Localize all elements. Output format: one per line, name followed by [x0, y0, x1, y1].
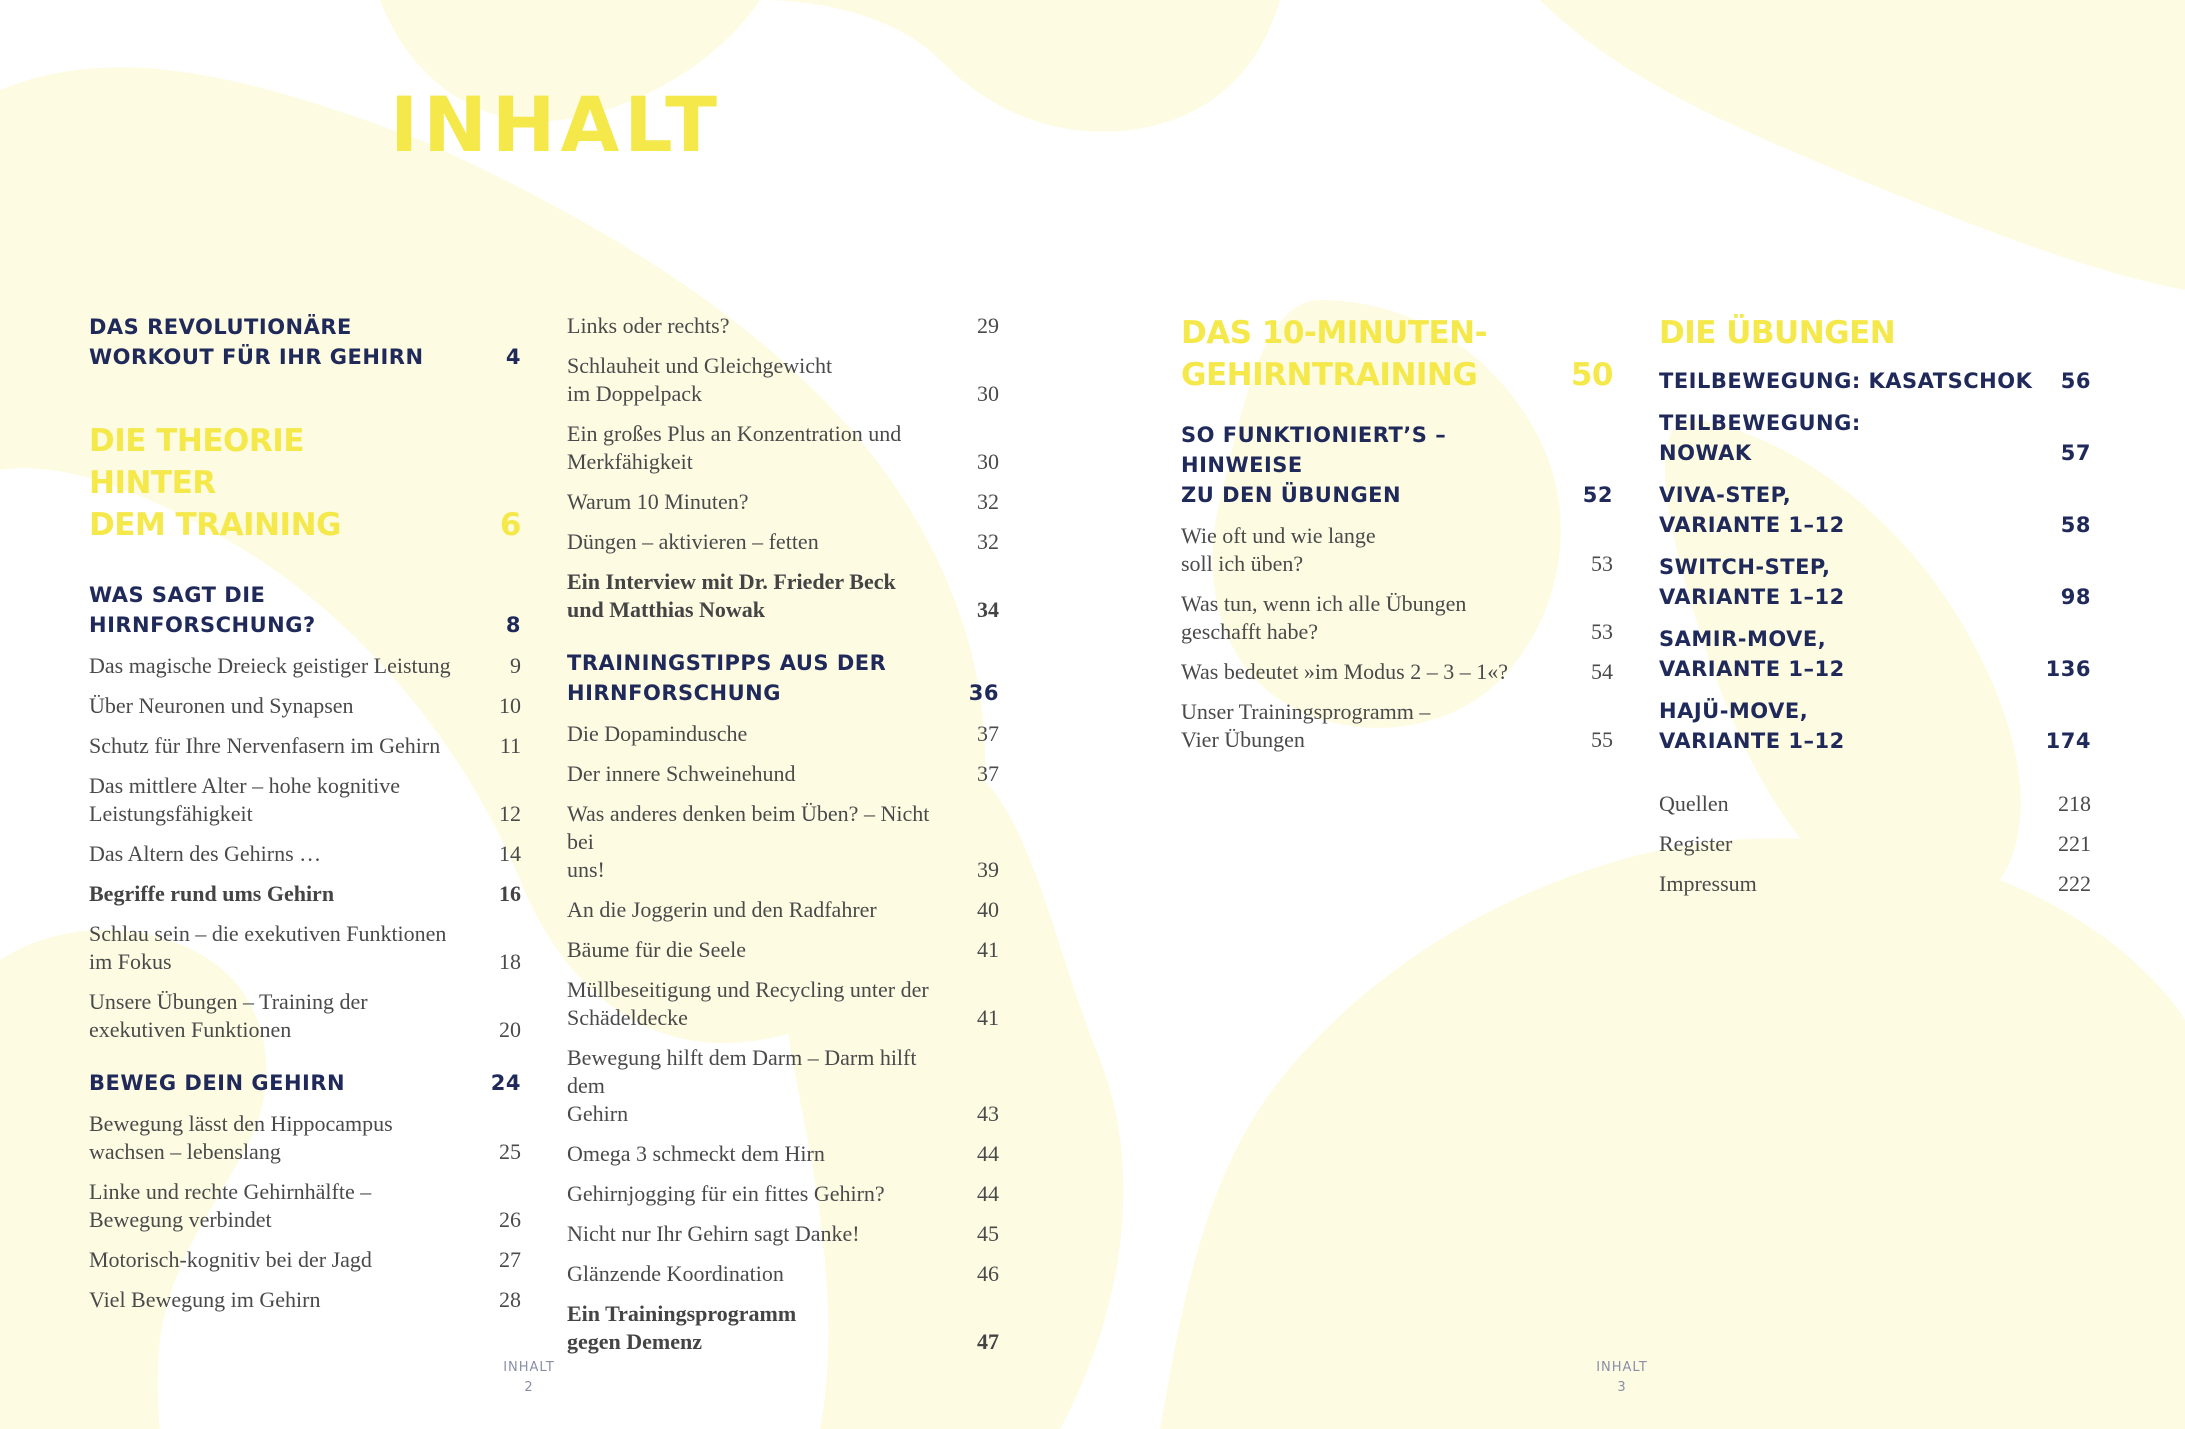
toc-entry-label: Viel Bewegung im Gehirn	[89, 1287, 321, 1312]
toc-entry-page: 18	[499, 949, 521, 974]
toc-entry[interactable]	[1181, 590, 1613, 646]
toc-entry[interactable]	[567, 1220, 999, 1248]
toc-entry-page: 25	[499, 1139, 521, 1164]
toc-entry-page: 52	[1582, 483, 1613, 507]
toc-entry-page: 14	[499, 841, 521, 866]
footer-label: INHALT	[1596, 1360, 1648, 1375]
toc-entry[interactable]	[89, 692, 521, 720]
toc-entry-page: 28	[499, 1287, 521, 1312]
toc-entry[interactable]	[1659, 696, 2091, 756]
toc-entry-label: Bewegung lässt den Hippocampus wachsen – lebenslang	[89, 1111, 393, 1164]
toc-entry-label: Register	[1659, 831, 1733, 856]
toc-entry[interactable]	[1659, 870, 2091, 898]
toc-entry-label: Motorisch-kognitiv bei der Jagd	[89, 1247, 372, 1272]
toc-entry-label: Was bedeutet »im Modus 2 – 3 – 1«?	[1181, 659, 1508, 684]
toc-entry[interactable]	[89, 772, 521, 828]
toc-entry-page: 57	[2060, 441, 2091, 465]
toc-entry-page: 6	[499, 507, 521, 543]
toc-entry-label: TEILBEWEGUNG: NOWAK	[1659, 411, 1861, 465]
toc-entry-page: 11	[499, 733, 521, 758]
toc-entry-label: Unser Trainingsprogramm – Vier Übungen	[1181, 699, 1431, 752]
toc-entry[interactable]	[89, 732, 521, 760]
page-number: 3	[1617, 1380, 1627, 1395]
toc-entry[interactable]	[89, 1286, 521, 1314]
toc-entry[interactable]	[89, 312, 521, 372]
toc-entry[interactable]	[1659, 624, 2091, 684]
toc-entry[interactable]	[1181, 658, 1613, 686]
toc-entry[interactable]	[1659, 830, 2091, 858]
toc-entry[interactable]	[89, 580, 521, 640]
toc-entry-label: Das mittlere Alter – hohe kognitive Leistungsfähigkeit	[89, 773, 400, 826]
toc-entry-label: Ein Trainingsprogramm gegen Demenz	[567, 1301, 797, 1354]
toc-entry[interactable]	[567, 528, 999, 556]
toc-entry-page: 44	[977, 1181, 999, 1206]
toc-entry[interactable]	[567, 568, 999, 624]
toc-entry-label: DAS 10-MINUTEN- GEHIRNTRAINING	[1181, 315, 1487, 393]
toc-entry-page: 45	[977, 1221, 999, 1246]
toc-entry-label: Links oder rechts?	[567, 313, 730, 338]
toc-section-heading[interactable]	[1659, 312, 2091, 354]
toc-entry-label: Linke und rechte Gehirnhälfte – Bewegung verbindet	[89, 1179, 372, 1232]
toc-entry-page: 50	[1570, 357, 1613, 393]
toc-entry[interactable]	[567, 800, 999, 884]
toc-entry[interactable]	[89, 652, 521, 680]
toc-entry-label: Ein großes Plus an Konzentration und Merkfähigkeit	[567, 421, 902, 474]
toc-entry-page: 58	[2060, 513, 2091, 537]
toc-entry[interactable]	[567, 1260, 999, 1288]
toc-entry[interactable]	[1181, 698, 1613, 754]
toc-entry[interactable]	[89, 1068, 521, 1098]
toc-entry-page: 12	[499, 801, 521, 826]
toc-entry[interactable]	[89, 840, 521, 868]
toc-column-right-right	[1659, 312, 2091, 910]
toc-column-right-left	[1181, 312, 1613, 766]
toc-entry-page: 16	[499, 881, 521, 906]
toc-entry-label: Was tun, wenn ich alle Übungen geschafft habe?	[1181, 591, 1467, 644]
toc-entry-label: Begriffe rund ums Gehirn	[89, 881, 335, 906]
toc-entry-label: Gehirnjogging für ein fittes Gehirn?	[567, 1181, 885, 1206]
toc-entry-label: TEILBEWEGUNG: KASATSCHOK	[1659, 369, 2033, 393]
toc-entry[interactable]	[89, 1246, 521, 1274]
toc-entry-page: 41	[977, 937, 999, 962]
toc-entry[interactable]	[567, 352, 999, 408]
toc-entry-page: 56	[2060, 369, 2091, 393]
toc-entry[interactable]	[567, 1140, 999, 1168]
toc-column-left	[89, 312, 521, 1326]
page-number: 2	[524, 1380, 534, 1395]
toc-entry-page: 53	[1591, 619, 1613, 644]
toc-entry[interactable]	[89, 880, 521, 908]
toc-entry-page: 8	[505, 613, 521, 637]
toc-entry[interactable]	[567, 1044, 999, 1128]
toc-entry-label: Nicht nur Ihr Gehirn sagt Danke!	[567, 1221, 860, 1246]
toc-entry[interactable]	[89, 920, 521, 976]
toc-entry-page: 55	[1591, 727, 1613, 752]
toc-entry[interactable]	[567, 760, 999, 788]
toc-entry-label: SO FUNKTIONIERT’S – HINWEISE ZU DEN ÜBUNGEN	[1181, 423, 1447, 507]
page-footer-left	[489, 1358, 569, 1398]
toc-entry-page: 32	[977, 529, 999, 554]
toc-entry-page: 4	[505, 345, 521, 369]
toc-entry-page: 26	[499, 1207, 521, 1232]
toc-entry-page: 218	[2058, 791, 2091, 816]
toc-entry-page: 32	[977, 489, 999, 514]
toc-entry-page: 54	[1591, 659, 1613, 684]
toc-entry-page: 53	[1591, 551, 1613, 576]
toc-entry-label: Warum 10 Minuten?	[567, 489, 749, 514]
toc-entry-page: 174	[2045, 729, 2091, 753]
toc-entry-page: 24	[490, 1071, 521, 1095]
toc-entry-label: Der innere Schweinehund	[567, 761, 796, 786]
toc-entry-page: 20	[499, 1017, 521, 1042]
toc-entry-page: 47	[977, 1329, 999, 1354]
toc-entry[interactable]	[567, 488, 999, 516]
toc-entry[interactable]	[567, 1300, 999, 1356]
toc-entry[interactable]	[1659, 552, 2091, 612]
toc-entry-label: Müllbeseitigung und Recycling unter der Schädeldecke	[567, 977, 929, 1030]
toc-entry-label: Omega 3 schmeckt dem Hirn	[567, 1141, 825, 1166]
toc-section-heading[interactable]	[1181, 312, 1613, 396]
toc-entry[interactable]	[89, 988, 521, 1044]
toc-entry-label: Über Neuronen und Synapsen	[89, 693, 354, 718]
toc-entry[interactable]	[89, 1110, 521, 1166]
toc-entry-label: WAS SAGT DIE HIRNFORSCHUNG?	[89, 583, 316, 637]
toc-entry-page: 44	[977, 1141, 999, 1166]
toc-entry-label: Bäume für die Seele	[567, 937, 746, 962]
page-footer-right	[1582, 1358, 1662, 1398]
toc-entry-page: 34	[977, 597, 999, 622]
toc-entry-label: Glänzende Koordination	[567, 1261, 784, 1286]
toc-entry-page: 37	[977, 761, 999, 786]
toc-entry-page: 39	[977, 857, 999, 882]
toc-entry-page: 10	[499, 693, 521, 718]
toc-entry[interactable]	[1659, 790, 2091, 818]
toc-column-middle	[567, 312, 999, 1368]
toc-entry-label: Schutz für Ihre Nervenfasern im Gehirn	[89, 733, 441, 758]
toc-entry[interactable]	[89, 1178, 521, 1234]
toc-section-heading[interactable]	[89, 420, 521, 546]
toc-entry-label: BEWEG DEIN GEHIRN	[89, 1071, 346, 1095]
toc-entry[interactable]	[567, 976, 999, 1032]
toc-entry-label: DIE ÜBUNGEN	[1659, 315, 1896, 351]
toc-entry-page: 46	[977, 1261, 999, 1286]
toc-entry-label: Impressum	[1659, 871, 1757, 896]
toc-entry[interactable]	[567, 720, 999, 748]
toc-entry-page: 43	[977, 1101, 999, 1126]
toc-entry-page: 98	[2060, 585, 2091, 609]
toc-entry-label: An die Joggerin und den Radfahrer	[567, 897, 877, 922]
toc-entry-label: Das Altern des Gehirns …	[89, 841, 322, 866]
toc-entry-page: 37	[977, 721, 999, 746]
toc-entry-page: 27	[499, 1247, 521, 1272]
toc-entry[interactable]	[1181, 522, 1613, 578]
toc-entry[interactable]	[1659, 408, 2091, 468]
toc-entry-label: Schlauheit und Gleichgewicht im Doppelpack	[567, 353, 833, 406]
toc-entry[interactable]	[567, 896, 999, 924]
toc-entry-label: Wie oft und wie lange soll ich üben?	[1181, 523, 1376, 576]
toc-entry[interactable]	[567, 420, 999, 476]
toc-entry[interactable]	[567, 1180, 999, 1208]
toc-entry-page: 40	[977, 897, 999, 922]
toc-entry-label: HAJÜ-MOVE, VARIANTE 1–12	[1659, 699, 1845, 753]
page-title: INHALT	[390, 80, 722, 169]
toc-entry-page: 222	[2058, 871, 2091, 896]
toc-entry-page: 136	[2045, 657, 2091, 681]
toc-entry-label: Düngen – aktivieren – fetten	[567, 529, 819, 554]
toc-entry-label: Das magische Dreieck geistiger Leistung	[89, 653, 451, 678]
toc-entry-label: Quellen	[1659, 791, 1729, 816]
toc-entry-label: Schlau sein – die exekutiven Funktionen im Fokus	[89, 921, 447, 974]
footer-label: INHALT	[503, 1360, 555, 1375]
toc-entry-label: TRAININGSTIPPS AUS DER HIRNFORSCHUNG	[567, 651, 887, 705]
toc-entry-label: VIVA-STEP, VARIANTE 1–12	[1659, 483, 1845, 537]
toc-entry-label: Die Dopamindusche	[567, 721, 748, 746]
toc-entry-label: Unsere Übungen – Training der exekutiven Funktionen	[89, 989, 368, 1042]
toc-entry[interactable]	[1659, 366, 2091, 396]
toc-entry[interactable]	[567, 936, 999, 964]
toc-entry[interactable]	[1659, 480, 2091, 540]
toc-entry-page: 36	[968, 681, 999, 705]
toc-entry-label: Ein Interview mit Dr. Frieder Beck und Matthias Nowak	[567, 569, 896, 622]
toc-entry-page: 30	[977, 381, 999, 406]
toc-entry-page: 29	[977, 313, 999, 338]
toc-entry-label: SWITCH-STEP, VARIANTE 1–12	[1659, 555, 1845, 609]
toc-entry-label: DIE THEORIE HINTER DEM TRAINING	[89, 423, 341, 543]
toc-entry-page: 30	[977, 449, 999, 474]
toc-entry-page: 41	[977, 1005, 999, 1030]
toc-entry-page: 221	[2058, 831, 2091, 856]
toc-entry-label: SAMIR-MOVE, VARIANTE 1–12	[1659, 627, 1845, 681]
toc-entry-label: Was anderes denken beim Üben? – Nicht bei uns!	[567, 801, 930, 882]
toc-entry-label: DAS REVOLUTIONÄRE WORKOUT FÜR IHR GEHIRN	[89, 315, 424, 369]
toc-entry[interactable]	[567, 648, 999, 708]
toc-entry[interactable]	[567, 312, 999, 340]
toc-entry[interactable]	[1181, 420, 1613, 510]
toc-entry-label: Bewegung hilft dem Darm – Darm hilft dem Gehirn	[567, 1045, 917, 1126]
toc-entry-page: 9	[510, 653, 521, 678]
